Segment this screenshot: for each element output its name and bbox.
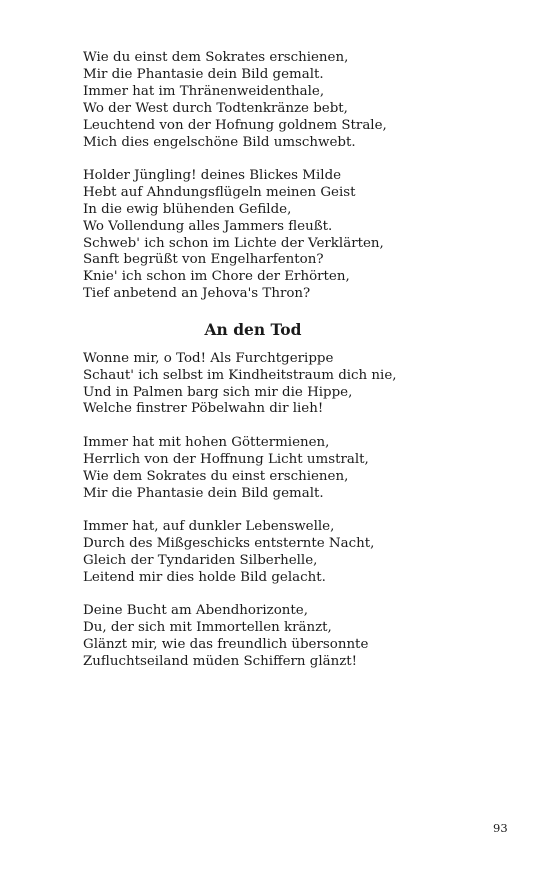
verse-line: Schweb' ich schon im Lichte der Verklärten, — [83, 235, 384, 251]
verse-line: Glänzt mir, wie das freundlich übersonnte — [83, 636, 369, 652]
verse-line: Holder Jüngling! deines Blickes Milde — [83, 167, 342, 183]
verse-line: Tief anbetend an Jehova's Thron? — [83, 286, 311, 302]
verse-line: Wie du einst dem Sokrates erschienen, — [83, 50, 349, 65]
verse-line: Mir die Phantasie dein Bild gemalt. — [83, 66, 324, 82]
verse-line: Und in Palmen barg sich mir die Hippe, — [83, 384, 353, 400]
page-content — [83, 50, 483, 687]
verse-line: Deine Bucht am Abendhorizonte, — [83, 603, 308, 619]
verse-line: Schaut' ich selbst im Kindheitstraum dich nie, — [83, 367, 397, 383]
verse-line: Mir die Phantasie dein Bild gemalt. — [83, 485, 324, 501]
verse-line: Immer hat im Thränenweidenthale, — [83, 83, 325, 99]
verse-line: Wo der West durch Todtenkränze bebt, — [83, 100, 348, 116]
verse-line: Wonne mir, o Tod! Als Furchtgerippe — [83, 350, 334, 366]
verse-line: Du, der sich mit Immortellen kränzt, — [83, 619, 332, 635]
verse-line: Immer hat, auf dunkler Lebenswelle, — [83, 518, 335, 534]
verse-line: Hebt auf Ahndungsflügeln meinen Geist — [83, 184, 356, 200]
verse-line: Immer hat mit hohen Göttermienen, — [83, 434, 330, 450]
verse-line: Knie' ich schon im Chore der Erhörten, — [83, 269, 350, 285]
verse-line: Mich dies engelschöne Bild umschwebt. — [83, 134, 356, 150]
verse-line: Gleich der Tyndariden Silberhelle, — [83, 552, 318, 568]
verse-line: Leitend mir dies holde Bild gelacht. — [83, 569, 326, 585]
verse-line: Herrlich von der Hoffnung Licht umstralt, — [83, 451, 369, 467]
stanza — [83, 435, 483, 503]
verse-line: In die ewig blühenden Gefilde, — [83, 201, 292, 217]
stanza — [83, 603, 483, 671]
verse-line: Leuchtend von der Hofnung goldnem Strale, — [83, 117, 387, 133]
stanza — [83, 519, 483, 587]
verse-line: Wo Vollendung alles Jammers fleußt. — [83, 218, 333, 234]
verse-line: Durch des Mißgeschicks entsternte Nacht, — [83, 535, 375, 551]
poem-title: An den Tod — [204, 319, 302, 339]
stanza — [83, 351, 483, 419]
verse-line: Zufluchtseiland müden Schiffern glänzt! — [83, 653, 358, 669]
verse-line: Sanft begrüßt von Engelharfenton? — [83, 252, 324, 268]
stanza — [83, 168, 483, 303]
verse-line: Wie dem Sokrates du einst erschienen, — [83, 468, 349, 484]
page-number: 93 — [493, 821, 508, 835]
verse-line: Welche finstrer Pöbelwahn dir lieh! — [83, 401, 324, 417]
stanza — [83, 50, 483, 151]
